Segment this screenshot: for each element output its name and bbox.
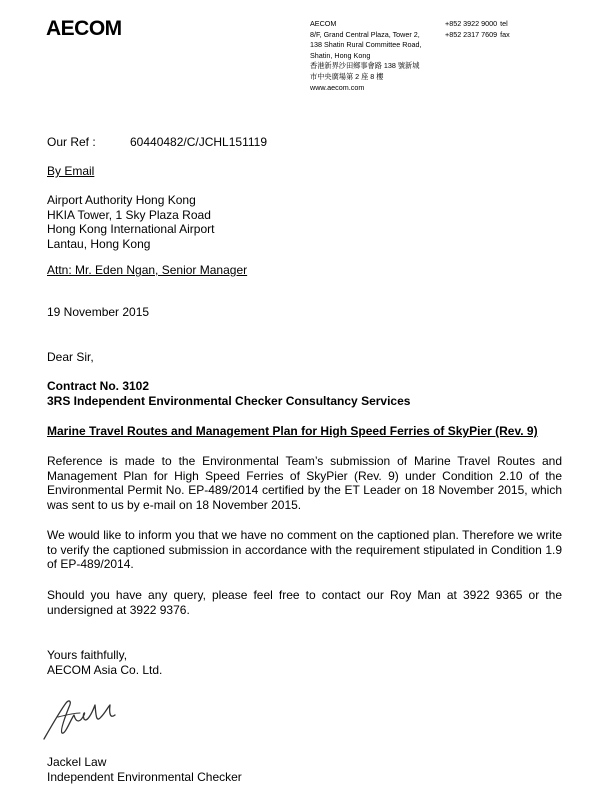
fax-line [445, 30, 510, 41]
contract-name: 3RS Independent Environmental Checker Consultancy Services [47, 394, 411, 408]
recipient-line: Lantau, Hong Kong [47, 236, 151, 251]
contract-number: Contract No. 3102 [47, 379, 150, 393]
address-line: Shatin, Hong Kong [310, 50, 371, 60]
delivery-method: By Email [47, 164, 95, 178]
attention-line: Attn: Mr. Eden Ngan, Senior Manager [47, 263, 248, 277]
ref-value: 60440482/C/JCHL151119 [130, 135, 267, 149]
tel-number: +852 3922 9000 [445, 19, 498, 28]
tel-label: tel [500, 19, 508, 28]
signatory-title: Independent Environmental Checker [47, 769, 242, 784]
body-paragraph: Should you have any query, please feel free to contact our Roy Man at 3922 9365 or the undersigned at 3922 9376. [47, 588, 562, 617]
subject-line: Marine Travel Routes and Management Plan for High Speed Ferries of SkyPier (Rev. 9) [47, 424, 538, 438]
address-line: AECOM [310, 19, 337, 28]
body-paragraph: We would like to inform you that we have no comment on the captioned plan. Therefore we write to verify the captioned submission in accordance with the requirement stipulated in Condition 1.9 of EP-489/2014. [47, 528, 562, 572]
letterhead-contact [445, 19, 510, 40]
address-line: 8/F, Grand Central Plaza, Tower 2, [310, 29, 420, 39]
recipient-line: HKIA Tower, 1 Sky Plaza Road [47, 207, 211, 222]
recipient-line: Airport Authority Hong Kong [47, 193, 196, 207]
recipient-line: Hong Kong International Airport [47, 222, 215, 236]
address-line: 市中央廣場第 2 座 8 樓 [310, 71, 384, 81]
aecom-logo: AECOM [46, 17, 122, 40]
company-name: AECOM Asia Co. Ltd. [47, 662, 163, 677]
ref-label: Our Ref : [47, 135, 96, 149]
closing-line: Yours faithfully, [47, 648, 128, 662]
signatory-name: Jackel Law [47, 755, 107, 769]
fax-label: fax [500, 29, 510, 39]
body-paragraph: Reference is made to the Environmental Team’s submission of Marine Travel Routes and Management Plan for High Speed Ferries of SkyPier (Rev. 9) under Condition 2.10 of the Environmental Permit No. EP-489/2014 certified by the ET Leader on 18 November 2015, which was sent to us by e-mail on 18 November 2015. [47, 454, 562, 512]
handwritten-signature [38, 695, 138, 743]
address-line: 香港新界沙田鄉事會路 138 號新城 [310, 61, 420, 71]
salutation: Dear Sir, [47, 350, 94, 364]
letterhead-address [310, 19, 421, 93]
address-line: 138 Shatin Rural Committee Road, [310, 40, 422, 50]
tel-line [445, 19, 510, 30]
website-link[interactable]: www.aecom.com [310, 82, 365, 92]
letter-date: 19 November 2015 [47, 305, 150, 319]
fax-number: +852 2317 7609 [445, 29, 498, 39]
